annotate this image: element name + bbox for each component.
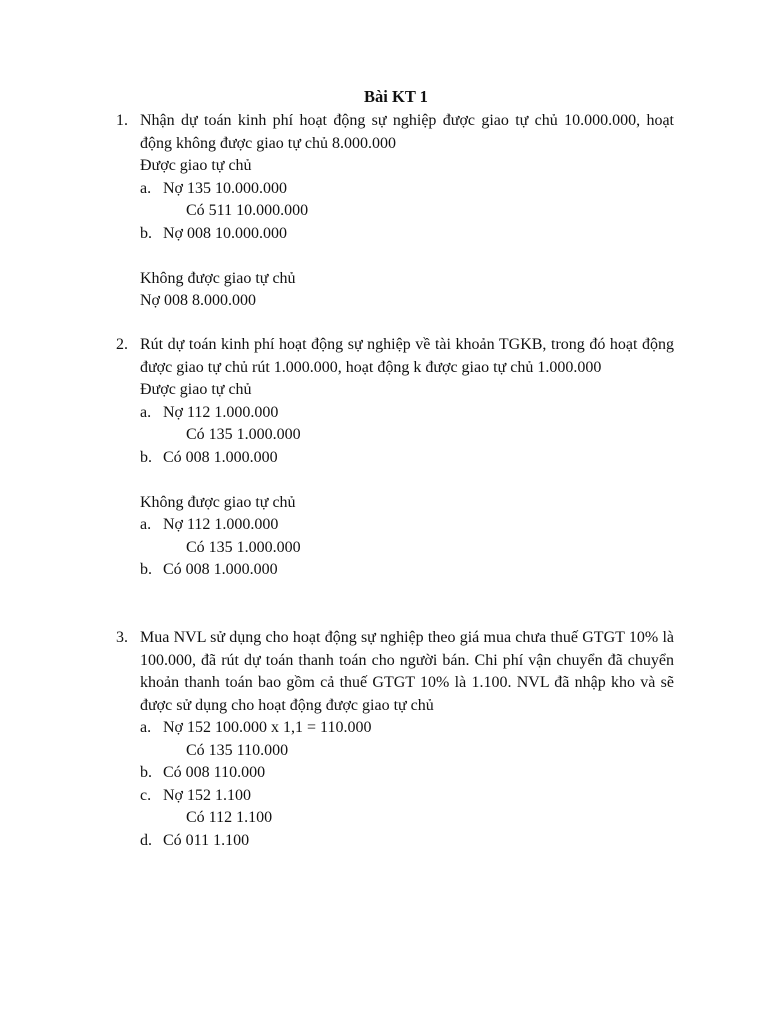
entry-a bbox=[140, 514, 674, 537]
entry-text: Nợ 112 1.000.000 bbox=[163, 516, 279, 533]
entry-label: b. bbox=[140, 764, 152, 781]
question-stem: Nhận dự toán kinh phí hoạt động sự nghiệp được giao tự chủ 10.000.000, hoạt động không được giao tự chủ 8.000.000 bbox=[140, 112, 674, 152]
question-number: 2. bbox=[116, 336, 128, 353]
section-heading: Không được giao tự chủ bbox=[140, 269, 296, 287]
entry-text: Có 008 1.000.000 bbox=[163, 561, 278, 578]
entry-text: Có 011 1.100 bbox=[163, 831, 250, 849]
entry-label: b. bbox=[140, 448, 152, 466]
entry-label: a. bbox=[140, 403, 152, 421]
entry-text: Nợ 152 1.100 bbox=[163, 786, 252, 804]
entry-b bbox=[140, 559, 674, 582]
entry-credit-line: Có 135 110.000 bbox=[186, 741, 289, 759]
entry-label: b. bbox=[140, 224, 152, 242]
question-number: 1. bbox=[116, 112, 128, 129]
entry-label: b. bbox=[140, 561, 152, 578]
entry-credit-line: Có 112 1.100 bbox=[186, 809, 273, 826]
page-title: Bài KT 1 bbox=[364, 87, 428, 106]
section-heading: Được giao tự chủ bbox=[140, 381, 252, 398]
section-heading: Được giao tự chủ bbox=[140, 157, 252, 174]
entry-d bbox=[140, 830, 674, 853]
entry-credit-line: Có 135 1.000.000 bbox=[186, 538, 301, 556]
entry-text: Có 008 110.000 bbox=[163, 764, 266, 781]
entry-label: c. bbox=[140, 786, 152, 804]
entry-text: Nợ 008 10.000.000 bbox=[163, 224, 288, 242]
entry-text: Nợ 008 8.000.000 bbox=[140, 292, 257, 309]
entry-a bbox=[140, 717, 674, 740]
question-stem: Mua NVL sử dụng cho hoạt động sự nghiệp theo giá mua chưa thuế GTGT 10% là 100.000, đã rút dự toán thanh toán cho người bán. Chi phí vận chuyển đã chuyển khoản thanh toán bao gồm cả thuế GTGT 10% là 1.100. NVL đã nhập kho và sẽ được sử dụng cho hoạt động được giao tự chủ bbox=[140, 629, 674, 714]
question-number: 3. bbox=[116, 629, 128, 646]
entry-credit-line: Có 135 1.000.000 bbox=[186, 426, 301, 443]
entry-credit-line: Có 511 10.000.000 bbox=[186, 202, 309, 219]
entry-b bbox=[140, 762, 674, 785]
entry-text: Nợ 152 100.000 x 1,1 = 110.000 bbox=[163, 719, 372, 736]
entry-label: d. bbox=[140, 831, 152, 849]
entry-label: a. bbox=[140, 516, 152, 533]
section-heading: Không được giao tự chủ bbox=[140, 493, 296, 511]
entry-text: Có 008 1.000.000 bbox=[163, 448, 278, 466]
question-stem: Rút dự toán kinh phí hoạt động sự nghiệp về tài khoản TGKB, trong đó hoạt động được giao tự chủ rút 1.000.000, hoạt động k được giao tự chủ 1.000.000 bbox=[140, 336, 674, 376]
entry-a bbox=[140, 178, 674, 201]
entry-text: Nợ 112 1.000.000 bbox=[163, 403, 279, 421]
entry-label: a. bbox=[140, 179, 152, 197]
entry-b bbox=[140, 223, 674, 246]
entry-b bbox=[140, 447, 674, 470]
entry-text: Nợ 135 10.000.000 bbox=[163, 179, 288, 197]
entry-a bbox=[140, 402, 674, 425]
entry-label: a. bbox=[140, 719, 152, 736]
entry-c bbox=[140, 785, 674, 808]
